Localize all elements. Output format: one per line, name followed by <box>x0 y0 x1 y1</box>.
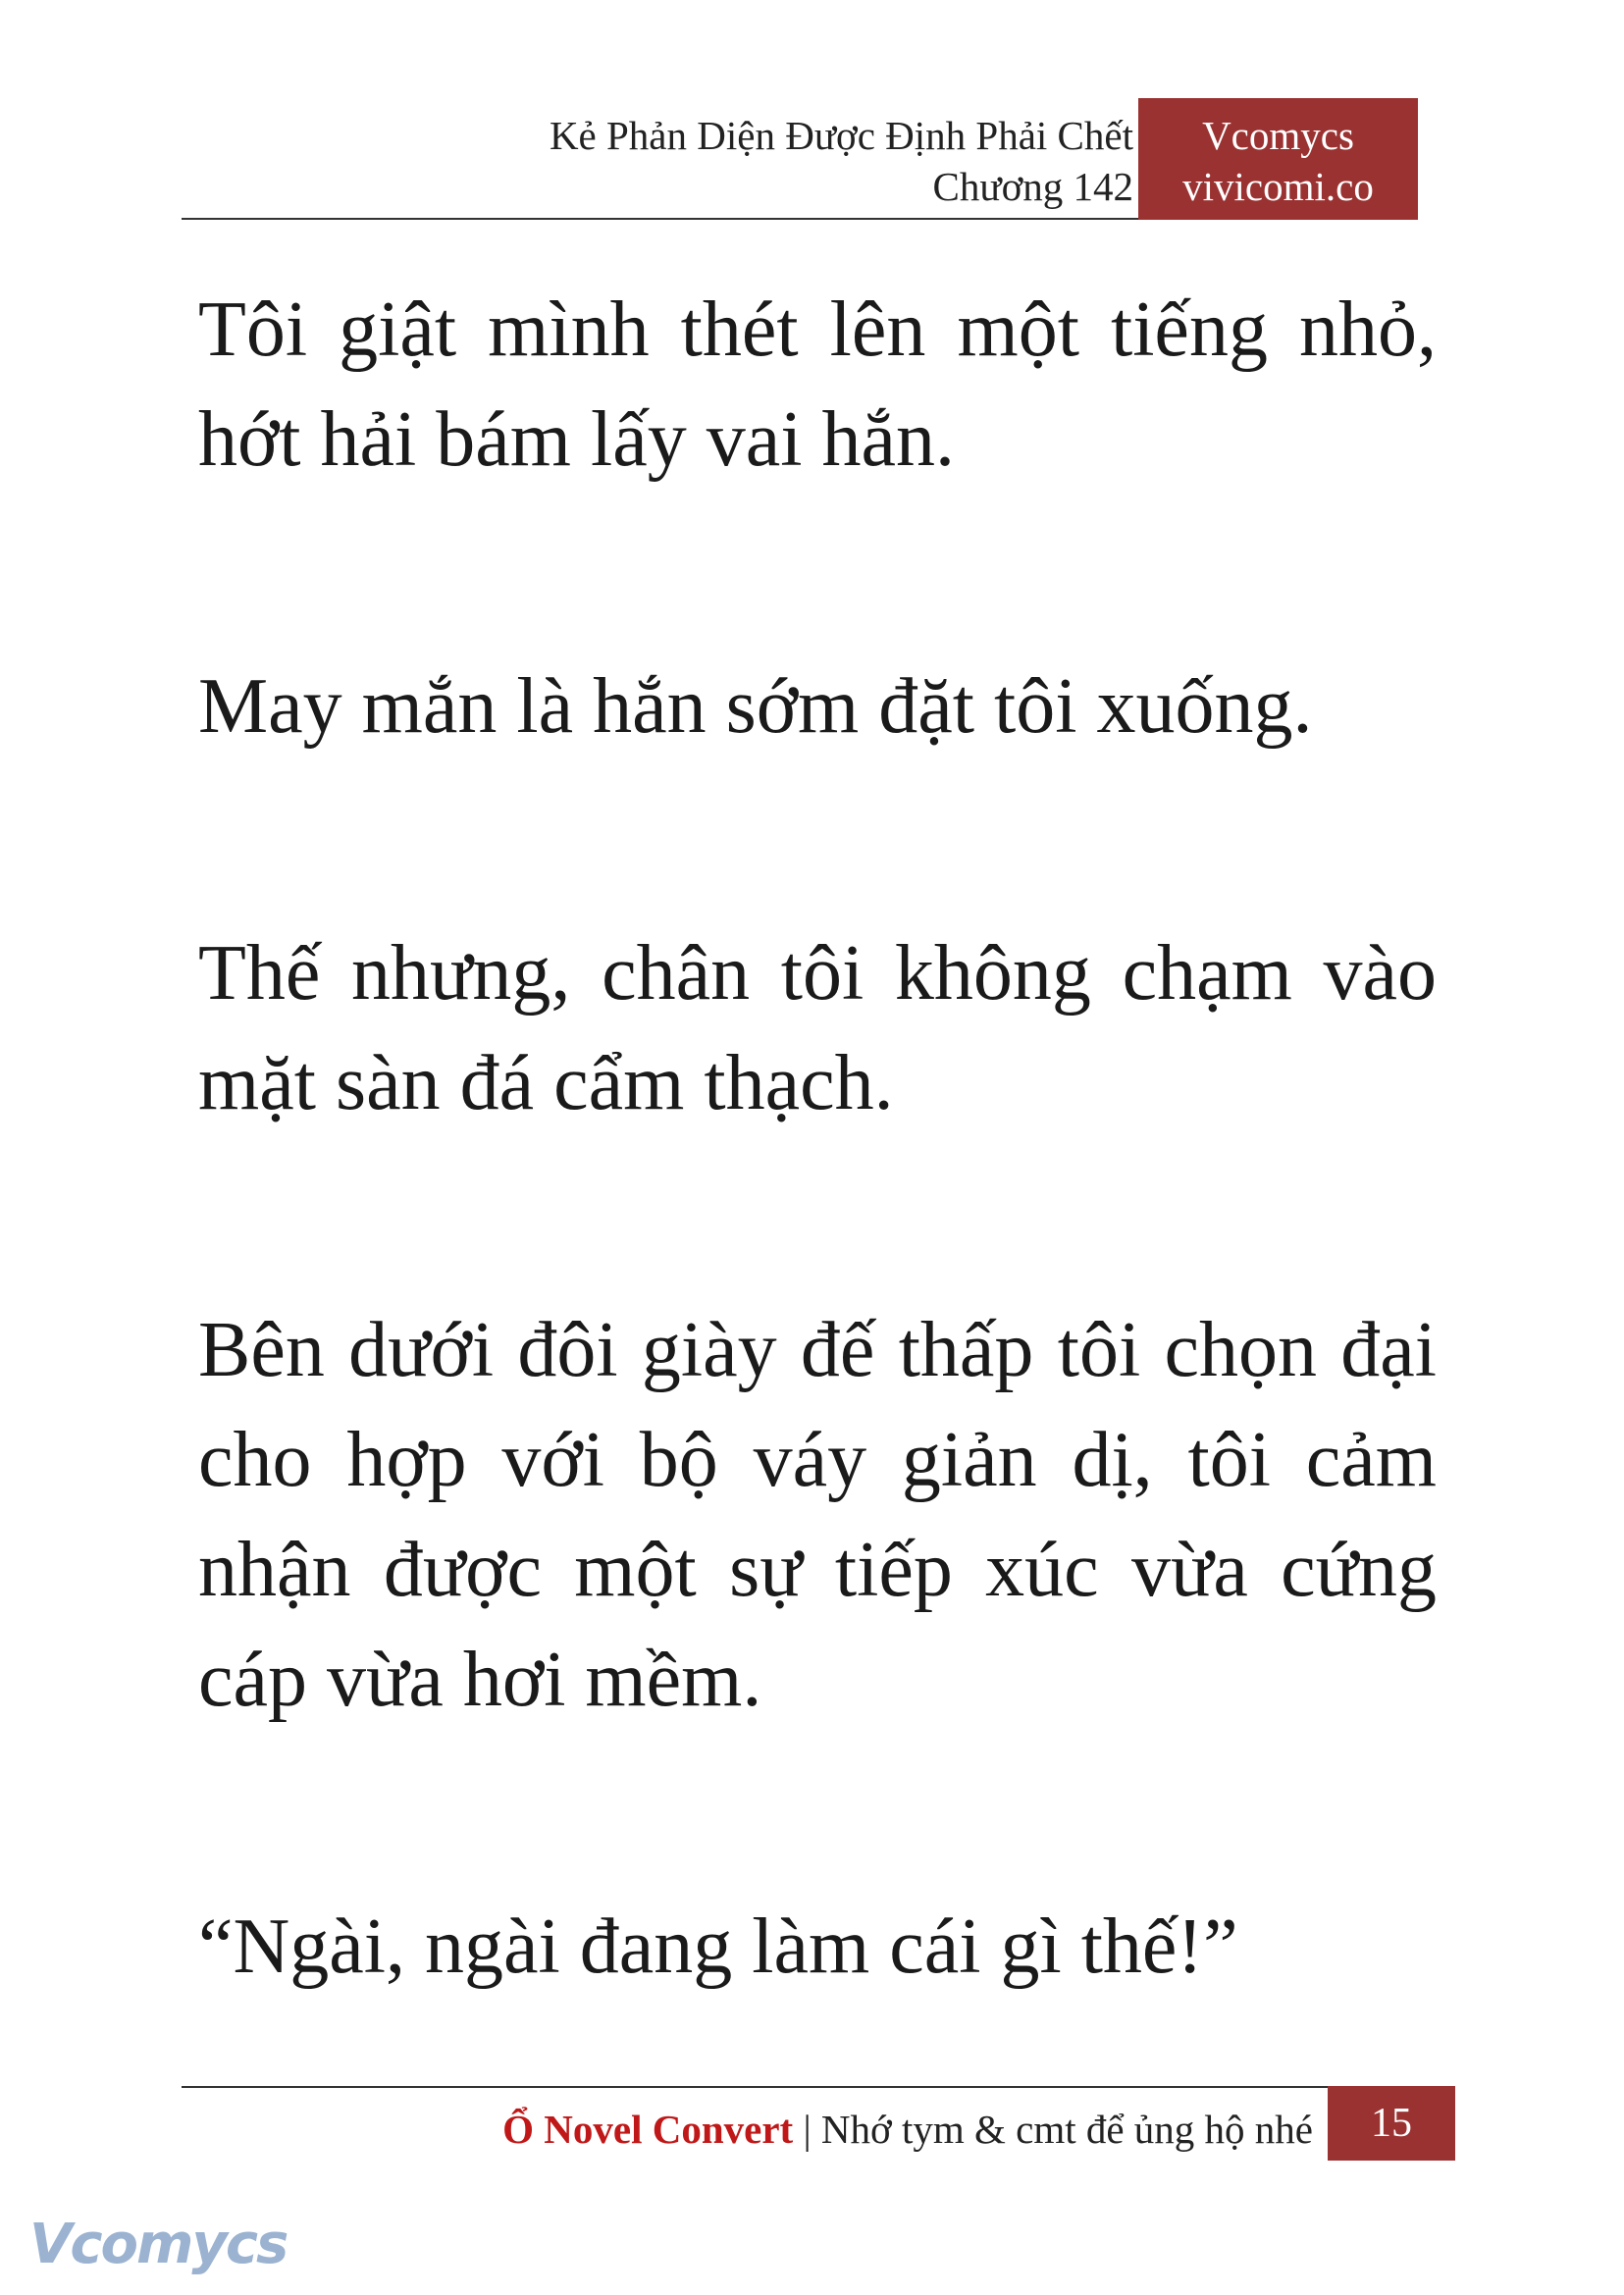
brand-name: Vcomycs <box>1202 113 1354 158</box>
header-titles <box>550 110 1133 212</box>
paragraph-4: Bên dưới đôi giày đế thấp tôi chọn đại cho hợp với bộ váy giản dị, tôi cảm nhận được một sự tiếp xúc vừa cứng cáp vừa hơi mềm. <box>198 1307 1437 1723</box>
paragraph-5: “Ngài, ngài đang làm cái gì thế!” <box>198 1904 1238 1990</box>
paragraph-1: Tôi giật mình thét lên một tiếng nhỏ, hớt hải bám lấy vai hắn. <box>198 287 1437 483</box>
page-footer <box>182 2086 1455 2161</box>
header-brand-box <box>1138 98 1418 220</box>
chapter-body <box>198 275 1437 2002</box>
footer-brand: Ổ Novel Convert <box>502 2107 794 2152</box>
paragraph-3: Thế nhưng, chân tôi không chạm vào mặt sàn đá cẩm thạch. <box>198 930 1437 1126</box>
page-header <box>182 98 1418 220</box>
chapter-label: Chương 142 <box>932 164 1133 209</box>
book-title: Kẻ Phản Diện Được Định Phải Chết <box>549 113 1133 158</box>
footer-message: Nhớ tym & cmt để ủng hộ nhé <box>820 2107 1313 2152</box>
page-number: 15 <box>1328 2086 1455 2161</box>
footer-divider <box>182 2086 1335 2088</box>
brand-site: vivicomi.co <box>1182 164 1374 209</box>
watermark-logo: Vcomycs <box>29 2213 288 2276</box>
paragraph-2: May mắn là hắn sớm đặt tôi xuống. <box>198 663 1313 750</box>
footer-separator: | <box>793 2107 821 2152</box>
header-divider <box>182 218 1138 220</box>
footer-text <box>502 2104 1313 2155</box>
